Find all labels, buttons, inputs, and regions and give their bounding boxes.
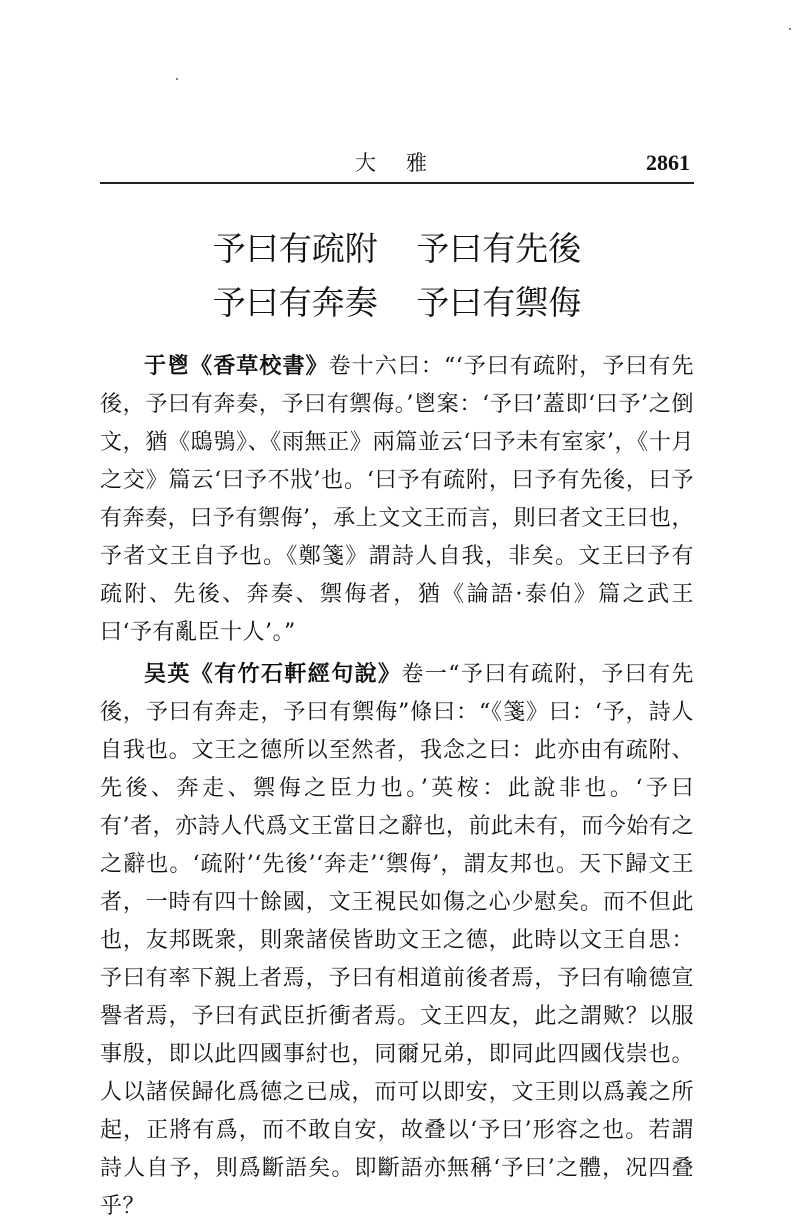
commentary-body bbox=[100, 348, 694, 1230]
source-citation: 于鬯《香草校書》 bbox=[144, 354, 329, 379]
section-title bbox=[100, 222, 694, 330]
commentary-text: 卷一“予曰有疏附，予曰有先後，予曰有奔走，予曰有禦侮”條曰：“《箋》曰：‘予，詩人自我也。文王之德所以至然者，我念之曰：此亦由有疏附、先後、奔走、禦侮之臣力也。’英桉：此說非也。‘予曰有’者，亦詩人代爲文王當日之辭也，前此未有，而今始有之之辭也。‘疏附’‘先後’‘奔走’‘禦侮’，謂友邦也。天下歸文王者，一時有四十餘國，文王視民如傷之心少慰矣。而不但此也，友邦既衆，則衆諸侯皆助文王之德，此時以文王自思：予曰有率下親上者焉，予曰有相道前後者焉，予曰有喻德宣譽者焉，予曰有武臣折衝者焉。文王四友，此之謂歟？以服事殷，即以此四國事紂也，同爾兄弟，即同此四國伐崇也。人以諸侯歸化爲德之已成，而可以即安，文王則以爲義之所起，正將有爲，而不敢自安，故叠以‘予曰’形容之也。若謂詩人自予，則爲斷語矣。即斷語亦無稱‘予曰’之體，况四叠乎？ bbox=[100, 662, 694, 1219]
header-rule bbox=[100, 182, 694, 184]
commentary-text: 卷十六曰：“‘予曰有疏附，予曰有先後，予曰有奔奏，予曰有禦侮。’鬯案：‘予曰’蓋即‘曰予’之倒文，猶《鴟鴞》、《雨無正》兩篇並云‘曰予未有室家’，《十月之交》篇云‘曰予不戕’也。‘曰予有疏附，曰予有先後，曰予有奔奏，曰予有禦侮’，承上文文王而言，則曰者文王曰也，予者文王自予也。《鄭箋》謂詩人自我，非矣。文王曰予有疏附、先後、奔奏、禦侮者，猶《論語·泰伯》篇之武王曰‘予有亂臣十人’。” bbox=[100, 354, 694, 645]
source-citation: 吴英《有竹石軒經句說》 bbox=[144, 662, 402, 687]
scan-speck bbox=[176, 78, 178, 80]
commentary-paragraph-wu-ying bbox=[100, 656, 694, 1226]
title-line-2: 予曰有奔奏 予曰有禦侮 bbox=[212, 283, 582, 322]
scan-speck bbox=[789, 28, 791, 30]
page-number: 2861 bbox=[646, 150, 690, 175]
commentary-paragraph-yu-chang bbox=[100, 348, 694, 652]
page-header bbox=[100, 148, 694, 182]
running-title: 大雅 bbox=[355, 151, 457, 175]
title-line-1: 予曰有疏附 予曰有先後 bbox=[212, 229, 582, 268]
